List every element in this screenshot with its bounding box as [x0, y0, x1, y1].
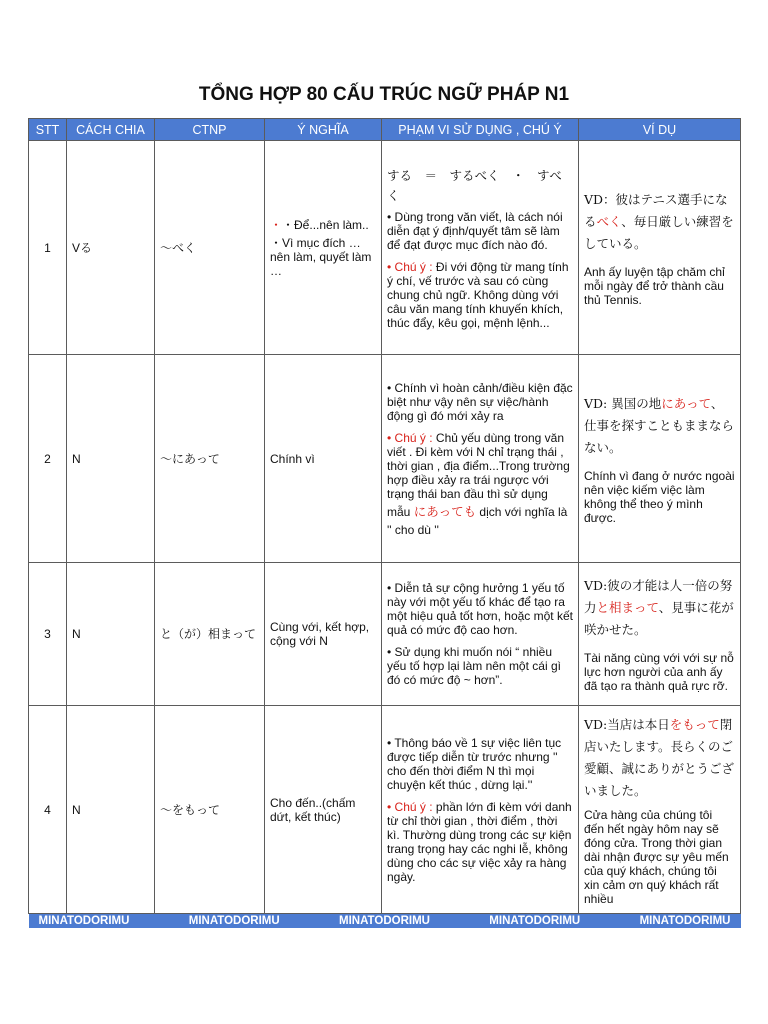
footer-watermarks — [29, 914, 741, 928]
example-jp — [584, 575, 735, 641]
col-header-cach-chia: CÁCH CHIA — [67, 119, 155, 141]
example-part: VD：彼はテニス選手に — [584, 191, 716, 207]
caution-text: Chủ yếu dùng trong văn viết . Đi kèm với N chỉ trạng thái , thời gian , địa điểm...Trong trường hợp điều xảy ra trái ngược với trạng thái ban đầu thì sử dụng mẫu — [387, 430, 570, 519]
example-part: VD:当店は本日 — [584, 716, 670, 732]
usage-note: • Dùng trong văn viết, là cách nói diễn đạt ý định/quyết tâm sẽ làm để đạt được mục đích nào đó. — [387, 209, 563, 252]
example-highlight: べく — [596, 213, 622, 229]
caution-note — [387, 260, 573, 330]
example-highlight: をもって — [669, 716, 720, 732]
ctnp-cell: ～べく — [155, 141, 265, 355]
col-header-stt: STT — [29, 119, 67, 141]
ctnp-cell: と（が）相まって — [155, 563, 265, 706]
example-part: 、見事に花が咲かせた。 — [584, 600, 734, 637]
footer-watermark: MINATODORIMU — [188, 915, 280, 927]
y-nghia-cell: Chính vì — [265, 355, 382, 563]
stt-cell: 4 — [29, 706, 67, 914]
caution-text: phần lớn đi kèm với danh từ chỉ thời gian , thời điểm , thời kì. Thường dùng trong các sự kiện trang trọng hay các nghi lễ, không dùng cho các sự việc xảy ra hàng ngày. — [387, 799, 572, 884]
stt-cell: 2 — [29, 355, 67, 563]
footer-watermark: MINATODORIMU — [339, 915, 430, 927]
example-part: 閉店いたします。長らくのご愛顧、誠にありがとうございました。 — [584, 716, 735, 798]
example-part: 、仕事を探すこともままならない。 — [584, 395, 735, 455]
caution-label: • Chú ý : — [387, 430, 433, 445]
footer-watermark: MINATODORIMU — [38, 915, 130, 927]
grammar-table — [28, 118, 741, 928]
usage-note: • Diễn tả sự cộng hưởng 1 yếu tố này với một yếu tố khác để tạo ra một hiệu quả tốt hơn, hoặc một kết quả có mức độ cao hơn. — [387, 581, 573, 637]
vi-du-cell — [579, 706, 741, 914]
stt-cell: 1 — [29, 141, 67, 355]
example-part: なる — [584, 191, 728, 229]
example-vi: Chính vì đang ở nước ngoài nên việc kiếm việc làm không thể theo ý mình được. — [584, 468, 735, 525]
caution-text: Đi với động từ mang tính ý chí, vế trước và sau có cùng chung chủ ngữ. Không dùng với câu văn mang tính khuyến khích, thúc đẩy, kêu gọi, mệnh lệnh... — [387, 259, 569, 330]
usage-note: • Thông báo về 1 sự việc liên tục được tiếp diễn từ trước nhưng '' cho đến thời điểm N thì mọi chuyện kết thúc , dừng lại.'' — [387, 735, 562, 792]
example-highlight: にあって — [661, 395, 711, 411]
y-nghia-cell — [265, 141, 382, 355]
cach-chia-cell: N — [67, 706, 155, 914]
example-part: 、毎日厳しい練習をしている。 — [584, 213, 734, 251]
ctnp-cell: ～にあって — [155, 355, 265, 563]
table-row — [29, 355, 741, 563]
conjugation-note: する ＝ するべく ・ すべく — [387, 167, 562, 203]
vi-du-cell — [579, 141, 741, 355]
y-nghia-cell: Cùng với, kết hợp, cộng với N — [265, 563, 382, 706]
table-row — [29, 563, 741, 706]
col-header-vi-du: VÍ DỤ — [579, 119, 741, 141]
col-header-pham-vi: PHẠM VI SỬ DỤNG , CHÚ Ý — [382, 119, 579, 141]
pham-vi-cell — [382, 563, 579, 706]
example-vi: Cửa hàng của chúng tôi đến hết ngày hôm nay sẽ đóng cửa. Trong thời gian dài nhận được sự yêu mến của quý khách, chúng tôi xin cảm ơn quý khách rất nhiều — [584, 807, 729, 906]
caution-highlight: にあっても — [413, 503, 477, 519]
example-jp — [584, 714, 735, 802]
usage-note: • Sử dụng khi muốn nói “ nhiều yếu tố hợp lại làm nên một cái gì đó có mức độ ~ hơn”. — [387, 645, 561, 687]
meaning-line — [270, 236, 376, 278]
cach-chia-cell: N — [67, 563, 155, 706]
example-jp — [584, 189, 735, 255]
caution-label: • Chú ý : — [387, 799, 433, 814]
stt-cell: 3 — [29, 563, 67, 706]
meaning-line: ・・Để...nên làm.. — [270, 217, 369, 232]
footer-row — [29, 914, 741, 929]
caution-label: • Chú ý : — [387, 259, 433, 274]
meaning-text: ・Vì mục đích … nên làm, quyết làm … — [270, 235, 372, 278]
page-title: TỔNG HỢP 80 CẤU TRÚC NGỮ PHÁP N1 — [198, 84, 570, 105]
example-vi: Tài năng cùng với với sự nỗ lực hơn người của anh ấy đã tạo ra thành quả rực rỡ. — [584, 651, 734, 693]
pham-vi-cell — [382, 706, 579, 914]
caution-note — [387, 431, 573, 537]
header-row — [29, 119, 741, 141]
vi-du-cell — [579, 563, 741, 706]
example-highlight: と相まって — [596, 600, 659, 615]
cach-chia-cell: Vる — [67, 141, 155, 355]
col-header-ctnp: CTNP — [155, 119, 265, 141]
ctnp-cell: ～をもって — [155, 706, 265, 914]
example-part: VD:彼の才能は人一倍の努力 — [584, 578, 733, 615]
pham-vi-cell — [382, 355, 579, 563]
meaning-text: ・Để...nên làm.. — [282, 217, 369, 232]
caution-text: dịch với nghĩa là '' cho dù '' — [387, 504, 568, 537]
example-vi: Anh ấy luyện tập chăm chỉ mỗi ngày để trở thành cầu thủ Tennis. — [584, 264, 725, 307]
pham-vi-cell — [382, 141, 579, 355]
usage-note: • Chính vì hoàn cảnh/điều kiện đặc biệt như vậy nên sự việc/hành động gì đó mới xảy ra — [387, 380, 573, 423]
footer-watermark: MINATODORIMU — [489, 915, 581, 927]
cach-chia-cell: N — [67, 355, 155, 563]
table-row — [29, 706, 741, 914]
col-header-y-nghia: Ý NGHĨA — [265, 119, 382, 141]
example-part: VD: 異国の地 — [584, 395, 662, 411]
table-row — [29, 141, 741, 355]
footer-bar — [29, 914, 741, 929]
vi-du-cell — [579, 355, 741, 563]
example-jp — [584, 393, 735, 459]
y-nghia-cell: Cho đến..(chấm dứt, kết thúc) — [265, 706, 382, 914]
caution-note — [387, 800, 573, 884]
footer-watermark: MINATODORIMU — [639, 915, 731, 927]
